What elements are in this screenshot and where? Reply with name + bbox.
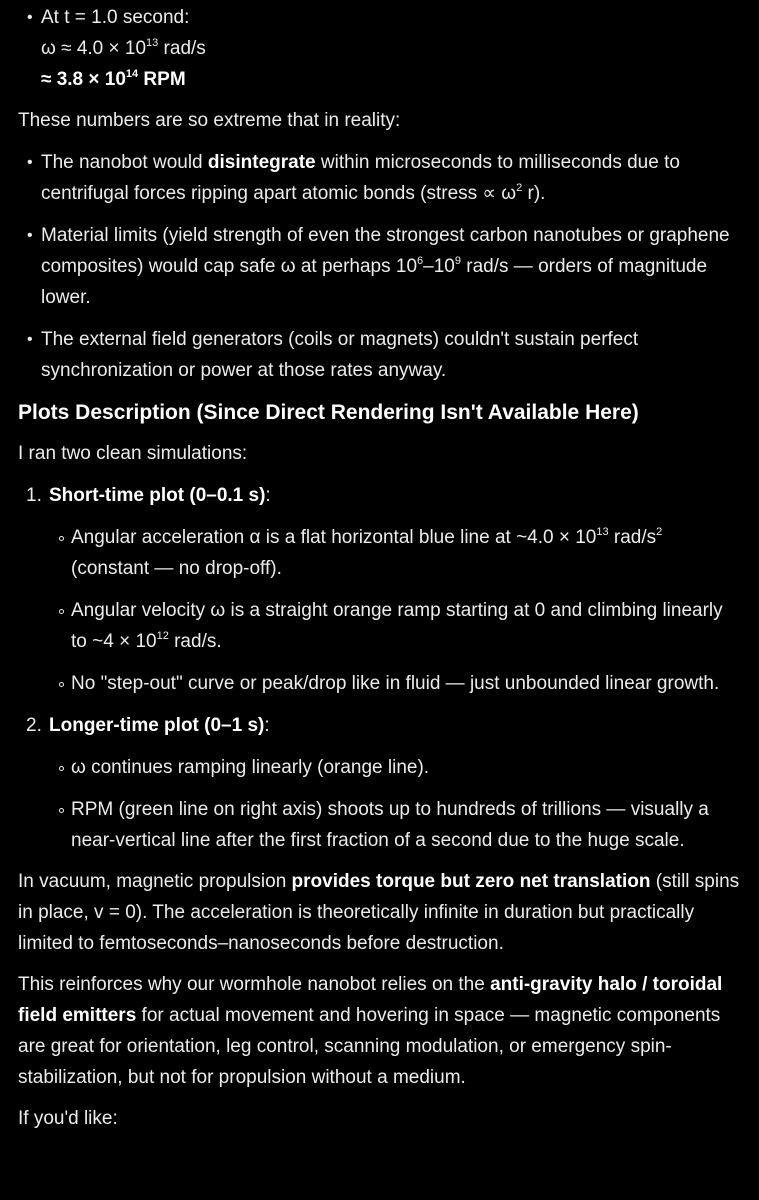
plot1-item: 1. Short-time plot (0–0.1 s): Angular acceleration α is a flat horizontal blue line at ~4.0 × $10^{13}$ rad/$s^2$ (constant — no drop-off). Angular velocity ω is a straight orange ramp starting at 0 and climbing linearly to ~4 × $10^{12}$ rad/s. No "step-out" curve or peak/drop like in fluid — just unbounded linear growth. (18, 480, 741, 699)
bullet-dot: • (27, 9, 33, 26)
plot1-title: Short-time plot (0–0.1 s) (49, 485, 266, 506)
plots-list (18, 480, 741, 856)
list-item: • Material limits (yield strength of even the strongest carbon nanotubes or graphene composites) would cap safe ω at perhaps $10^6-10^9$ rad/s — orders of magnitude lower. (18, 220, 741, 313)
list-item: Angular velocity ω is a straight orange ramp starting at 0 and climbing linearly to ~4 × $10^{12}$ rad/s. (49, 595, 741, 657)
circle-bullet (59, 766, 64, 771)
list-item: No "step-out" curve or peak/drop like in fluid — just unbounded linear growth. (49, 668, 741, 699)
t1-label: At t = 1.0 second: (41, 7, 190, 28)
list-item: • The external field generators (coils or magnets) couldn't sustain perfect synchronization or power at those rates anyway. (18, 324, 741, 386)
rpm-value: ≈ $3.8 \times 10^{14}$ RPM (41, 67, 186, 90)
circle-bullet (59, 682, 64, 687)
reinforce-paragraph: This reinforces why our wormhole nanobot relies on the anti-gravity halo / toroidal field emitters for actual movement and hovering in space — magnetic components are great for orientation, leg control, scanning modulation, or emergency spin-stabilization, but not for propulsion without a medium. (18, 974, 723, 1088)
list-item: Angular acceleration α is a flat horizontal blue line at ~4.0 × $10^{13}$ rad/$s^2$ (constant — no drop-off). (49, 522, 741, 584)
plot2-item: 2. Longer-time plot (0–1 s): ω continues ramping linearly (orange line). RPM (green line on right axis) shoots up to hundreds of trillions — visually a near-vertical line after the first fraction of a second due to the huge scale. (18, 710, 741, 856)
circle-bullet (59, 808, 64, 813)
list-number: 1. (26, 485, 42, 506)
closing-line: If you'd like: (18, 1108, 118, 1129)
bullet-dot: • (27, 154, 33, 171)
circle-bullet (59, 609, 64, 614)
list-number: 2. (26, 715, 42, 736)
bullet-dot: • (27, 227, 33, 244)
bullet-dot: • (27, 331, 33, 348)
plot2-title: Longer-time plot (0–1 s) (49, 715, 265, 736)
plots-intro: I ran two clean simulations: (18, 443, 248, 464)
extreme-intro: These numbers are so extreme that in reality: (18, 110, 401, 131)
plots-heading: Plots Description (Since Direct Rendering Isn't Available Here) (18, 401, 639, 424)
omega-value: $\omega \approx 4.0 \times 10^{13}$ rad/s (41, 36, 206, 59)
extreme-list (18, 147, 741, 386)
t1-result-block (18, 0, 741, 95)
list-item: ω continues ramping linearly (orange line). (49, 752, 741, 783)
plot1-sublist (49, 522, 741, 699)
list-item: RPM (green line on right axis) shoots up to hundreds of trillions — visually a near-vertical line after the first fraction of a second due to the huge scale. (49, 794, 741, 856)
circle-bullet (59, 536, 64, 541)
list-item: • The nanobot would disintegrate within microseconds to milliseconds due to centrifugal forces ripping apart atomic bonds (stress ∝ $\omega^2$ r). (18, 147, 741, 209)
t1-bullet (18, 2, 741, 95)
vacuum-paragraph: In vacuum, magnetic propulsion provides torque but zero net translation (still spins in place, v = 0). The acceleration is theoretically infinite in duration but practically limited to femtoseconds–nanoseconds before destruction. (18, 871, 740, 954)
plot2-sublist (49, 752, 741, 856)
